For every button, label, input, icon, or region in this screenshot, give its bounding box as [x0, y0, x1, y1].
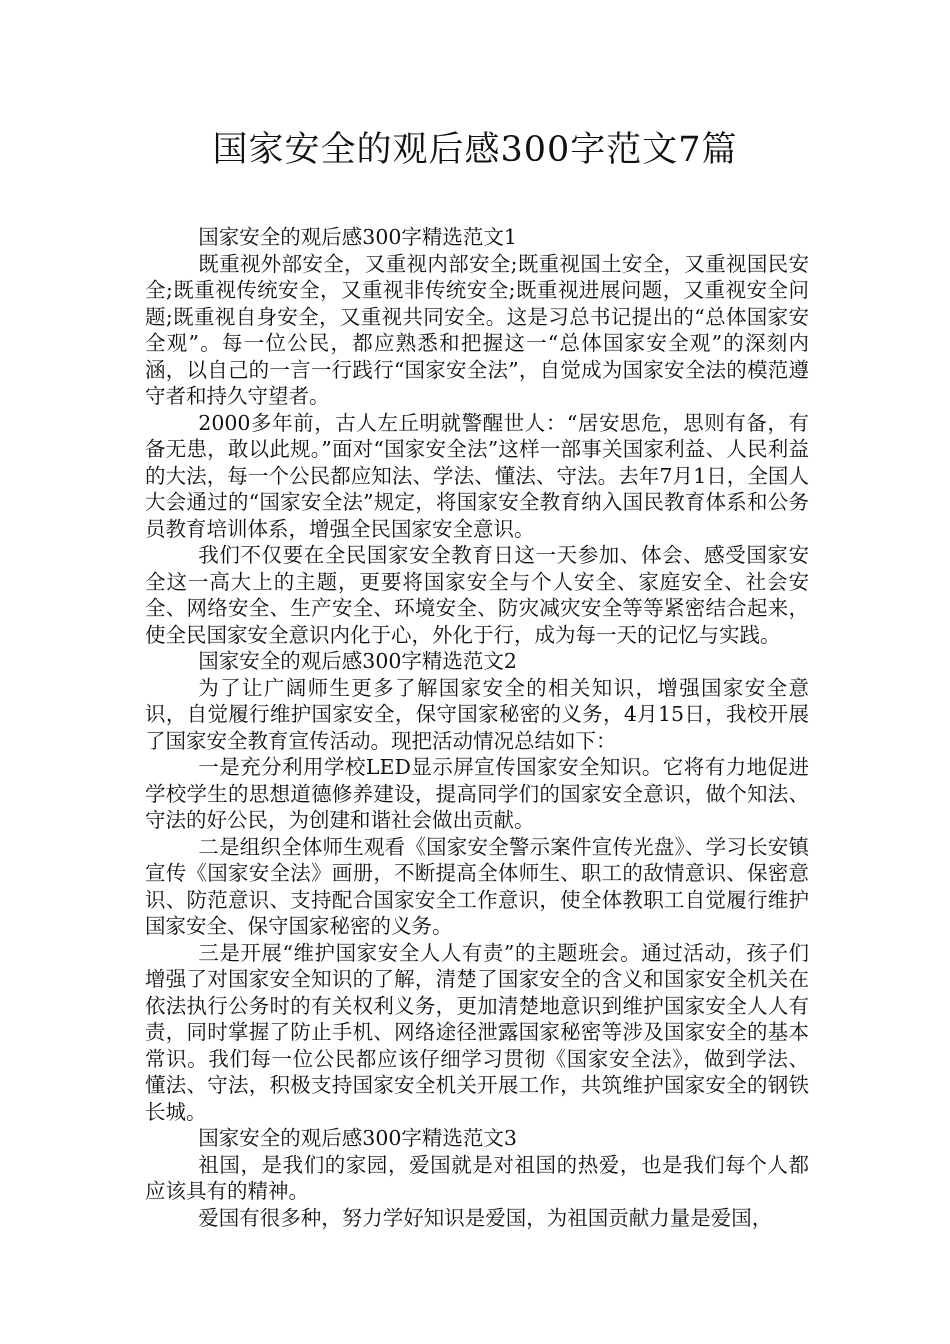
document-title: 国家安全的观后感300字范文7篇 [212, 130, 738, 170]
section-heading-3: 国家安全的观后感300字精选范文3 [198, 1126, 517, 1150]
paragraph: 我们不仅要在全民国家安全教育日这一天参加、体会、感受国家安全这一高大上的主题，更要将国家安全与个人安全、家庭安全、社会安全、网络安全、生产安全、环境安全、防灾减灾安全等等紧密结合起来，使全民国家安全意识内化于心，外化于行，成为每一天的记忆与实践。 [145, 543, 809, 647]
paragraph: 三是开展“维护国家安全人人有责”的主题班会。通过活动，孩子们增强了对国家安全知识的了解，清楚了国家安全的含义和国家安全机关在依法执行公务时的有关权利义务，更加清楚地意识到维护国家安全人人有责，同时掌握了防止手机、网络途径泄露国家秘密等涉及国家安全的基本常识。我们每一位公民都应该仔细学习贯彻《国家安全法》，做到学法、懂法、守法，积极支持国家安全机关开展工作，共筑维护国家安全的钢铁长城。 [145, 940, 809, 1124]
document-body [145, 224, 809, 1231]
paragraph: 既重视外部安全，又重视内部安全;既重视国土安全，又重视国民安全;既重视传统安全，又重视非传统安全;既重视进展问题，又重视安全问题;既重视自身安全，又重视共同安全。这是习总书记提出的“总体国家安全观”。每一位公民，都应熟悉和把握这一“总体国家安全观”的深刻内涵，以自己的一言一行践行“国家安全法”，自觉成为国家安全法的模范遵守者和持久守望者。 [145, 251, 809, 408]
paragraph: 一是充分利用学校LED显示屏宣传国家安全知识。它将有力地促进学校学生的思想道德修养建设，提高同学们的国家安全意识，做个知法、守法的好公民，为创建和谐社会做出贡献。 [145, 755, 809, 832]
section-heading-2: 国家安全的观后感300字精选范文2 [198, 649, 517, 673]
paragraph: 爱国有很多种，努力学好知识是爱国，为祖国贡献力量是爱国， [198, 1205, 773, 1230]
paragraph: 为了让广阔师生更多了解国家安全的相关知识，增强国家安全意识，自觉履行维护国家安全，保守国家秘密的义务，4月15日，我校开展了国家安全教育宣传活动。现把活动情况总结如下： [145, 675, 809, 753]
section-heading-1: 国家安全的观后感300字精选范文1 [198, 225, 517, 249]
paragraph: 2000多年前，古人左丘明就警醒世人：“居安思危，思则有备，有备无患，敢以此规。”面对“国家安全法”这样一部事关国家利益、人民利益的大法，每一个公民都应知法、学法、懂法、守法。去年7月1日，全国人大会通过的“国家安全法”规定，将国家安全教育纳入国民教育体系和公务员教育培训体系，增强全民国家安全意识。 [145, 410, 809, 541]
paragraph: 二是组织全体师生观看《国家安全警示案件宣传光盘》、学习长安镇宣传《国家安全法》画册，不断提高全体师生、职工的敌情意识、保密意识、防范意识、支持配合国家安全工作意识，使全体教职工自觉履行维护国家安全、保守国家秘密的义务。 [145, 834, 809, 938]
paragraph: 祖国，是我们的家园，爱国就是对祖国的热爱，也是我们每个人都应该具有的精神。 [145, 1152, 809, 1203]
